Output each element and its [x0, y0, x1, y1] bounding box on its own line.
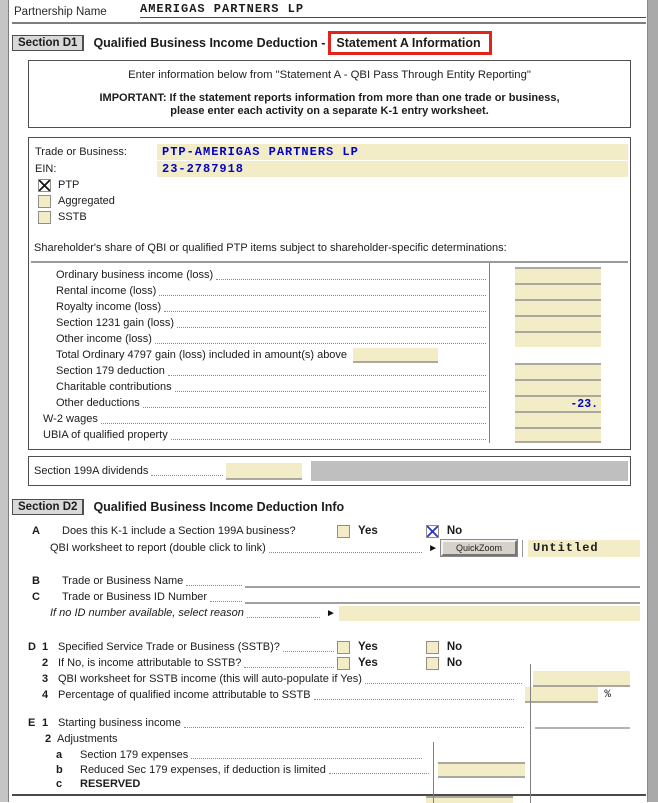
section-d1-title: Qualified Business Income Deduction - [93, 36, 326, 50]
percent-sign: % [604, 689, 611, 701]
share-heading: Shareholder's share of QBI or qualified PTP items subject to shareholder-specific determinations: [34, 242, 507, 254]
ptp-label: PTP [58, 179, 80, 191]
right-scrollbar[interactable] [647, 0, 658, 802]
worksheet-name-field[interactable]: Untitled [528, 540, 640, 557]
section-d2-header [12, 494, 646, 520]
dot-leader [247, 617, 320, 618]
statement-a-box [28, 137, 631, 450]
dividends-field[interactable] [226, 463, 302, 480]
row-b [12, 573, 646, 589]
row-number: 1 [42, 717, 49, 729]
sstb-attrib-no-checkbox[interactable] [426, 657, 439, 670]
partnership-name-label: Partnership Name [14, 6, 107, 18]
ein-field[interactable]: 23-2787918 [157, 161, 628, 177]
dot-leader [314, 699, 515, 700]
row-letter: D [28, 641, 36, 653]
row-d4 [12, 687, 646, 703]
disabled-area-bar [311, 461, 628, 481]
trade-id-label: Trade or Business ID Number [62, 591, 208, 603]
row-letter: B [32, 575, 40, 587]
section-d1-badge: Section D1 [12, 35, 84, 51]
row-number: 1 [42, 641, 49, 653]
sstb-checkbox[interactable] [38, 211, 51, 224]
royalty-income-field[interactable] [515, 299, 601, 315]
sstb-no-checkbox[interactable] [426, 641, 439, 654]
ptp-checkbox[interactable] [38, 179, 51, 192]
sstb-yes-checkbox[interactable] [337, 641, 350, 654]
ptp-checkbox-row [29, 177, 630, 193]
statement-a-highlight: Statement A Information [328, 31, 491, 55]
dot-leader [155, 343, 486, 344]
table-row [29, 315, 630, 331]
dot-leader [101, 423, 486, 424]
partnership-name-value[interactable]: AMERIGAS PARTNERS LP [140, 2, 646, 18]
share-items-list [29, 267, 630, 443]
no-id-reason-label: If no ID number available, select reason [50, 607, 244, 619]
dot-leader [244, 667, 334, 668]
w2-wages-field[interactable] [515, 411, 601, 427]
row-letter: c [56, 778, 63, 790]
instructions-box [28, 60, 631, 128]
table-row [29, 363, 630, 379]
sstb-worksheet-label: QBI worksheet for SSTB income (this will auto-populate if Yes) [58, 673, 362, 685]
table-row-4797 [29, 347, 630, 363]
row-letter: b [56, 763, 63, 776]
section-d2-badge: Section D2 [12, 499, 84, 515]
other-income-field[interactable] [515, 331, 601, 347]
section-d1-header [12, 30, 646, 56]
sstb-attrib-question-label: If No, is income attributable to SSTB? [58, 657, 242, 669]
row-d1 [12, 639, 646, 655]
sstb-attrib-yes-checkbox[interactable] [337, 657, 350, 670]
row-label: Ordinary business income (loss) [56, 269, 214, 281]
dot-leader [151, 475, 223, 476]
reduced-sec179-field[interactable] [438, 762, 525, 778]
row-label: UBIA of qualified property [43, 429, 168, 441]
row-number: 4 [42, 689, 49, 701]
d2-sub-column-divider [433, 742, 434, 803]
sstb-worksheet-field[interactable] [533, 671, 630, 687]
dot-leader [269, 552, 422, 553]
ein-label: EIN: [35, 162, 57, 175]
sstb-checkbox-row [29, 209, 630, 225]
table-row [29, 299, 630, 315]
199a-no-checkbox[interactable] [426, 525, 439, 538]
table-row [29, 379, 630, 395]
reduced-sec179-label: Reduced Sec 179 expenses, if deduction is limited [80, 763, 326, 776]
dot-leader [171, 439, 486, 440]
row-label: Section 1231 gain (loss) [56, 317, 175, 329]
section-d2-title: Qualified Business Income Deduction Info [93, 500, 345, 514]
aggregated-label: Aggregated [58, 195, 115, 207]
starting-income-label: Starting business income [58, 717, 181, 729]
yes-label: Yes [358, 641, 378, 653]
dot-leader [159, 295, 486, 296]
section-179-deduction-field[interactable] [515, 363, 601, 379]
dot-leader [143, 407, 486, 408]
row-c [12, 589, 646, 605]
row-label: Other deductions [56, 397, 140, 409]
section-d2 [12, 494, 646, 803]
trade-business-row [29, 143, 630, 160]
amount-column-divider [489, 263, 490, 443]
trade-business-field[interactable]: PTP-AMERIGAS PARTNERS LP [157, 144, 628, 160]
header-divider [12, 22, 646, 24]
sstb-percentage-label: Percentage of qualified income attributable to SSTB [58, 689, 311, 701]
dot-leader [191, 758, 422, 759]
row-number: 2 [42, 657, 49, 669]
199a-yes-checkbox[interactable] [337, 525, 350, 538]
row-label: Section 179 deduction [56, 365, 165, 377]
dot-leader [177, 327, 486, 328]
yes-label: Yes [358, 657, 378, 669]
row-d3 [12, 671, 646, 687]
d2-right-column-divider [530, 664, 531, 803]
link-arrow-icon: ► [326, 607, 336, 619]
row-d2 [12, 655, 646, 671]
table-row [29, 331, 630, 347]
table-row [29, 395, 630, 411]
table-row [29, 283, 630, 299]
trade-business-label: Trade or Business: [35, 145, 127, 158]
dot-leader [164, 311, 486, 312]
sstb-percentage-field[interactable] [525, 687, 598, 703]
row-a-quickzoom [12, 539, 646, 557]
section-1231-field[interactable] [515, 315, 601, 331]
table-row [29, 267, 630, 283]
no-label: No [446, 641, 463, 653]
row-label: Other income (loss) [56, 333, 152, 345]
share-divider [31, 261, 628, 263]
dot-leader [365, 683, 522, 684]
reserved-label: RESERVED [80, 778, 141, 790]
dot-leader [186, 585, 242, 586]
instructions-line2: IMPORTANT: If the statement reports information from more than one trade or business, [99, 92, 560, 104]
link-arrow-icon: ► [428, 542, 438, 554]
no-id-reason-field[interactable] [339, 606, 640, 621]
sstb-label: SSTB [58, 211, 87, 223]
row-label: Total Ordinary 4797 gain (loss) included in amount(s) above [56, 349, 348, 361]
row-letter: A [32, 525, 40, 537]
starting-income-field[interactable] [535, 717, 630, 729]
dot-leader [184, 727, 524, 728]
dot-leader [283, 651, 334, 652]
partnership-name-row [12, 0, 646, 18]
worksheet-page [12, 0, 646, 803]
field-separator [522, 540, 523, 557]
row-e2a [12, 747, 646, 762]
199a-question-label: Does this K-1 include a Section 199A business? [62, 525, 296, 537]
trade-id-field[interactable] [245, 591, 640, 604]
table-row [29, 411, 630, 427]
dot-leader [216, 279, 486, 280]
sstb-question-label: Specified Service Trade or Business (SSTB)? [58, 641, 280, 653]
ein-row [29, 160, 630, 177]
row-number: 3 [42, 673, 49, 685]
row-e1 [12, 715, 646, 731]
other-deductions-field[interactable]: -23. [515, 395, 601, 411]
no-label: No [446, 657, 463, 669]
row-label: Royalty income (loss) [56, 301, 162, 313]
row-letter: C [32, 591, 40, 603]
qbi-worksheet-link-label: QBI worksheet to report (double click to link) [50, 542, 266, 554]
no-label: No [446, 525, 463, 537]
ordinary-income-field[interactable] [515, 267, 601, 283]
dot-leader [168, 375, 486, 376]
adjustments-label: Adjustments [57, 733, 118, 745]
charitable-contributions-field[interactable] [515, 379, 601, 395]
aggregated-checkbox[interactable] [38, 195, 51, 208]
dot-leader [175, 391, 486, 392]
row-e2c [12, 777, 646, 791]
row-label: Charitable contributions [56, 381, 172, 393]
sec179-expenses-label: Section 179 expenses [80, 748, 189, 761]
row-letter: a [56, 748, 63, 761]
table-row [29, 427, 630, 443]
row-label: W-2 wages [43, 413, 98, 425]
dot-leader [329, 773, 429, 774]
dividends-box [28, 456, 631, 486]
ubia-field[interactable] [515, 427, 601, 443]
row-number: 2 [45, 733, 52, 745]
instructions-line3: please enter each activity on a separate K-1 entry worksheet. [170, 105, 489, 117]
row-label: Rental income (loss) [56, 285, 157, 297]
instructions-line1: Enter information below from "Statement A - QBI Pass Through Entity Reporting" [128, 69, 531, 81]
row-letter: E [28, 717, 36, 729]
trade-name-field[interactable] [245, 575, 640, 588]
quickzoom-button[interactable]: QuickZoom [441, 540, 517, 556]
trade-name-label: Trade or Business Name [62, 575, 184, 587]
left-scroll-strip[interactable] [0, 0, 9, 802]
row-a [12, 523, 646, 539]
rental-income-field[interactable] [515, 283, 601, 299]
dividends-label: Section 199A dividends [34, 465, 149, 477]
row-e2 [12, 731, 646, 747]
row-c-reason [12, 605, 646, 621]
total-4797-field[interactable] [353, 348, 438, 363]
row-e2b [12, 762, 646, 777]
aggregated-checkbox-row [29, 193, 630, 209]
dot-leader [210, 601, 242, 602]
yes-label: Yes [358, 525, 378, 537]
